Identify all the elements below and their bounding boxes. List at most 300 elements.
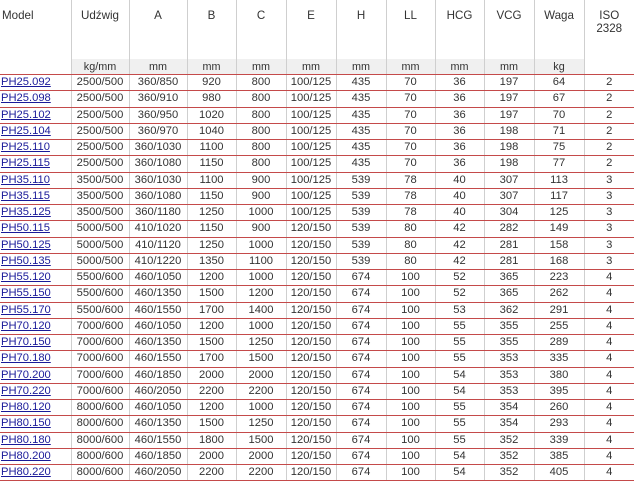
e-cell: 120/150 [286,432,336,448]
b-cell: 1800 [187,432,236,448]
h-cell: 435 [336,91,386,107]
a-cell: 460/1850 [129,448,187,464]
table-row [0,416,634,432]
h-cell: 674 [336,448,386,464]
col-header-ll: LL [386,0,435,59]
c-cell: 900 [236,188,286,204]
vcg-cell: 281 [484,253,534,269]
iso-cell: 4 [584,400,634,416]
c-cell: 1500 [236,432,286,448]
b-cell: 1100 [187,140,236,156]
vcg-cell: 353 [484,351,534,367]
b-cell: 1200 [187,270,236,286]
a-cell: 410/1120 [129,237,187,253]
c-cell: 1000 [236,318,286,334]
hcg-cell: 52 [435,270,484,286]
c-cell: 1250 [236,335,286,351]
table-row [0,156,634,172]
c-cell: 1500 [236,351,286,367]
weight-cell: 339 [534,432,584,448]
table-row [0,465,634,481]
ll-cell: 78 [386,188,435,204]
e-cell: 120/150 [286,286,336,302]
c-cell: 1250 [236,416,286,432]
ll-cell: 100 [386,318,435,334]
iso-cell: 2 [584,140,634,156]
weight-cell: 291 [534,302,584,318]
h-cell: 674 [336,270,386,286]
weight-cell: 158 [534,237,584,253]
ll-cell: 70 [386,140,435,156]
ll-cell: 70 [386,91,435,107]
a-cell: 460/1050 [129,400,187,416]
weight-cell: 75 [534,140,584,156]
hcg-cell: 54 [435,465,484,481]
capacity-cell: 8000/600 [71,400,129,416]
header-row [0,0,634,59]
e-cell: 120/150 [286,302,336,318]
ll-cell: 100 [386,335,435,351]
unit-h: mm [336,59,386,75]
b-cell: 1350 [187,253,236,269]
iso-cell: 3 [584,253,634,269]
model-link[interactable]: PH70.220 [0,383,71,399]
weight-cell: 70 [534,107,584,123]
ll-cell: 78 [386,172,435,188]
a-cell: 360/970 [129,123,187,139]
ll-cell: 70 [386,75,435,91]
e-cell: 100/125 [286,188,336,204]
col-header-iso-line2: 2328 [596,22,623,35]
c-cell: 2000 [236,448,286,464]
model-link[interactable]: PH35.115 [0,188,71,204]
vcg-cell: 354 [484,416,534,432]
b-cell: 920 [187,75,236,91]
c-cell: 2200 [236,383,286,399]
b-cell: 1040 [187,123,236,139]
h-cell: 674 [336,367,386,383]
model-link[interactable]: PH25.098 [0,91,71,107]
vcg-cell: 353 [484,367,534,383]
iso-cell: 2 [584,91,634,107]
h-cell: 539 [336,237,386,253]
ll-cell: 80 [386,221,435,237]
h-cell: 435 [336,140,386,156]
weight-cell: 71 [534,123,584,139]
c-cell: 1000 [236,270,286,286]
vcg-cell: 352 [484,465,534,481]
col-header-model: Model [0,0,71,59]
ll-cell: 100 [386,432,435,448]
weight-cell: 262 [534,286,584,302]
a-cell: 460/1550 [129,302,187,318]
iso-cell: 4 [584,367,634,383]
ll-cell: 70 [386,156,435,172]
e-cell: 120/150 [286,221,336,237]
capacity-cell: 8000/600 [71,416,129,432]
vcg-cell: 355 [484,318,534,334]
e-cell: 120/150 [286,465,336,481]
table-row [0,270,634,286]
col-header-c: C [236,0,286,59]
model-link[interactable]: PH70.150 [0,335,71,351]
c-cell: 1400 [236,302,286,318]
e-cell: 100/125 [286,91,336,107]
e-cell: 100/125 [286,156,336,172]
hcg-cell: 36 [435,75,484,91]
h-cell: 539 [336,188,386,204]
hcg-cell: 54 [435,448,484,464]
h-cell: 674 [336,302,386,318]
weight-cell: 405 [534,465,584,481]
model-link[interactable]: PH55.170 [0,302,71,318]
iso-cell: 2 [584,156,634,172]
col-header-b: B [187,0,236,59]
vcg-cell: 197 [484,107,534,123]
b-cell: 2000 [187,448,236,464]
capacity-cell: 5500/600 [71,286,129,302]
table-row [0,318,634,334]
b-cell: 2000 [187,367,236,383]
weight-cell: 64 [534,75,584,91]
model-link[interactable]: PH25.104 [0,123,71,139]
b-cell: 1700 [187,302,236,318]
b-cell: 1500 [187,416,236,432]
table-row [0,237,634,253]
c-cell: 1000 [236,237,286,253]
iso-cell: 4 [584,351,634,367]
h-cell: 674 [336,400,386,416]
iso-cell: 4 [584,383,634,399]
capacity-cell: 8000/600 [71,432,129,448]
model-link[interactable]: PH55.150 [0,286,71,302]
capacity-cell: 3500/500 [71,188,129,204]
b-cell: 1700 [187,351,236,367]
b-cell: 1500 [187,335,236,351]
table-row [0,91,634,107]
table-row [0,286,634,302]
b-cell: 1150 [187,221,236,237]
a-cell: 360/1180 [129,205,187,221]
hcg-cell: 40 [435,172,484,188]
model-link[interactable]: PH80.180 [0,432,71,448]
model-link[interactable]: PH55.120 [0,270,71,286]
table-row [0,123,634,139]
hcg-cell: 54 [435,367,484,383]
e-cell: 100/125 [286,123,336,139]
iso-cell: 4 [584,335,634,351]
capacity-cell: 5000/500 [71,253,129,269]
ll-cell: 100 [386,270,435,286]
c-cell: 1000 [236,400,286,416]
iso-cell: 3 [584,205,634,221]
table-row [0,400,634,416]
capacity-cell: 7000/600 [71,351,129,367]
c-cell: 800 [236,156,286,172]
ll-cell: 100 [386,400,435,416]
table-row [0,335,634,351]
model-link[interactable]: PH50.125 [0,237,71,253]
b-cell: 1200 [187,318,236,334]
b-cell: 1500 [187,286,236,302]
b-cell: 1200 [187,400,236,416]
e-cell: 120/150 [286,318,336,334]
hcg-cell: 55 [435,432,484,448]
table-row [0,75,634,91]
capacity-cell: 2500/500 [71,123,129,139]
vcg-cell: 355 [484,335,534,351]
unit-e: mm [286,59,336,75]
capacity-cell: 2500/500 [71,91,129,107]
b-cell: 2200 [187,383,236,399]
iso-cell: 4 [584,416,634,432]
weight-cell: 125 [534,205,584,221]
capacity-cell: 8000/600 [71,448,129,464]
e-cell: 100/125 [286,205,336,221]
b-cell: 1020 [187,107,236,123]
model-link[interactable]: PH70.180 [0,351,71,367]
model-link[interactable]: PH25.092 [0,75,71,91]
unit-b: mm [187,59,236,75]
weight-cell: 223 [534,270,584,286]
h-cell: 674 [336,416,386,432]
capacity-cell: 5000/500 [71,237,129,253]
vcg-cell: 353 [484,383,534,399]
capacity-cell: 2500/500 [71,156,129,172]
h-cell: 674 [336,286,386,302]
a-cell: 360/910 [129,91,187,107]
h-cell: 674 [336,465,386,481]
iso-cell: 4 [584,286,634,302]
h-cell: 539 [336,253,386,269]
vcg-cell: 362 [484,302,534,318]
a-cell: 460/1350 [129,416,187,432]
iso-cell: 3 [584,237,634,253]
iso-cell: 2 [584,107,634,123]
e-cell: 100/125 [286,140,336,156]
model-link[interactable]: PH25.110 [0,140,71,156]
weight-cell: 117 [534,188,584,204]
model-link[interactable]: PH50.135 [0,253,71,269]
iso-cell: 4 [584,448,634,464]
a-cell: 460/1350 [129,286,187,302]
c-cell: 800 [236,107,286,123]
b-cell: 2200 [187,465,236,481]
capacity-cell: 3500/500 [71,172,129,188]
vcg-cell: 282 [484,221,534,237]
a-cell: 360/1080 [129,188,187,204]
model-link[interactable]: PH80.150 [0,416,71,432]
weight-cell: 149 [534,221,584,237]
h-cell: 539 [336,205,386,221]
e-cell: 100/125 [286,172,336,188]
col-header-capacity: Udźwig [71,0,129,59]
h-cell: 674 [336,351,386,367]
hcg-cell: 55 [435,335,484,351]
c-cell: 2000 [236,367,286,383]
unit-a: mm [129,59,187,75]
capacity-cell: 7000/600 [71,335,129,351]
weight-cell: 168 [534,253,584,269]
model-link[interactable]: PH25.102 [0,107,71,123]
weight-cell: 385 [534,448,584,464]
weight-cell: 335 [534,351,584,367]
hcg-cell: 42 [435,221,484,237]
table-row [0,448,634,464]
capacity-cell: 8000/600 [71,465,129,481]
c-cell: 800 [236,91,286,107]
a-cell: 360/1030 [129,172,187,188]
hcg-cell: 55 [435,318,484,334]
hcg-cell: 36 [435,123,484,139]
c-cell: 1200 [236,286,286,302]
table-row [0,221,634,237]
vcg-cell: 354 [484,400,534,416]
iso-cell: 4 [584,432,634,448]
model-link[interactable]: PH35.125 [0,205,71,221]
h-cell: 435 [336,107,386,123]
vcg-cell: 352 [484,432,534,448]
unit-vcg: mm [484,59,534,75]
capacity-cell: 7000/600 [71,318,129,334]
model-link[interactable]: PH80.120 [0,400,71,416]
hcg-cell: 55 [435,351,484,367]
col-header-e: E [286,0,336,59]
weight-cell: 289 [534,335,584,351]
e-cell: 100/125 [286,75,336,91]
c-cell: 800 [236,123,286,139]
col-header-a: A [129,0,187,59]
a-cell: 460/2050 [129,383,187,399]
vcg-cell: 304 [484,205,534,221]
b-cell: 1100 [187,172,236,188]
capacity-cell: 2500/500 [71,75,129,91]
ll-cell: 100 [386,286,435,302]
unit-iso [584,59,634,75]
hcg-cell: 42 [435,237,484,253]
table-row [0,302,634,318]
h-cell: 435 [336,156,386,172]
hcg-cell: 42 [435,253,484,269]
capacity-cell: 5500/600 [71,302,129,318]
c-cell: 800 [236,140,286,156]
table-row [0,432,634,448]
c-cell: 800 [236,75,286,91]
vcg-cell: 307 [484,172,534,188]
a-cell: 460/1550 [129,351,187,367]
b-cell: 1250 [187,205,236,221]
capacity-cell: 5500/600 [71,270,129,286]
capacity-cell: 7000/600 [71,367,129,383]
ll-cell: 100 [386,416,435,432]
hcg-cell: 36 [435,140,484,156]
weight-cell: 113 [534,172,584,188]
table-row [0,188,634,204]
a-cell: 460/1050 [129,318,187,334]
model-link[interactable]: PH25.115 [0,156,71,172]
capacity-cell: 2500/500 [71,107,129,123]
vcg-cell: 307 [484,188,534,204]
h-cell: 435 [336,123,386,139]
b-cell: 1150 [187,188,236,204]
iso-cell: 2 [584,123,634,139]
col-header-weight: Waga [534,0,584,59]
vcg-cell: 352 [484,448,534,464]
vcg-cell: 197 [484,91,534,107]
iso-cell: 2 [584,75,634,91]
model-link[interactable]: PH50.115 [0,221,71,237]
e-cell: 120/150 [286,335,336,351]
ll-cell: 100 [386,367,435,383]
model-link[interactable]: PH70.200 [0,367,71,383]
b-cell: 1150 [187,156,236,172]
unit-hcg: mm [435,59,484,75]
model-link[interactable]: PH70.120 [0,318,71,334]
hcg-cell: 40 [435,205,484,221]
h-cell: 539 [336,172,386,188]
a-cell: 410/1220 [129,253,187,269]
ll-cell: 100 [386,465,435,481]
a-cell: 410/1020 [129,221,187,237]
c-cell: 1000 [236,205,286,221]
unit-row [0,59,634,75]
a-cell: 460/1050 [129,270,187,286]
c-cell: 2200 [236,465,286,481]
hcg-cell: 36 [435,91,484,107]
e-cell: 120/150 [286,351,336,367]
col-header-vcg: VCG [484,0,534,59]
col-header-iso [584,0,634,59]
hcg-cell: 54 [435,383,484,399]
capacity-cell: 2500/500 [71,140,129,156]
h-cell: 539 [336,221,386,237]
iso-cell: 4 [584,318,634,334]
e-cell: 120/150 [286,270,336,286]
vcg-cell: 198 [484,123,534,139]
e-cell: 120/150 [286,416,336,432]
ll-cell: 78 [386,205,435,221]
weight-cell: 395 [534,383,584,399]
vcg-cell: 197 [484,75,534,91]
vcg-cell: 365 [484,270,534,286]
col-header-hcg: HCG [435,0,484,59]
ll-cell: 70 [386,107,435,123]
vcg-cell: 281 [484,237,534,253]
table-row [0,383,634,399]
e-cell: 100/125 [286,107,336,123]
model-link[interactable]: PH80.220 [0,465,71,481]
a-cell: 460/2050 [129,465,187,481]
hcg-cell: 53 [435,302,484,318]
unit-capacity: kg/mm [71,59,129,75]
c-cell: 1100 [236,253,286,269]
weight-cell: 260 [534,400,584,416]
e-cell: 120/150 [286,367,336,383]
table-row [0,140,634,156]
col-header-iso-line1: ISO [599,9,620,22]
model-link[interactable]: PH80.200 [0,448,71,464]
hcg-cell: 36 [435,156,484,172]
a-cell: 360/850 [129,75,187,91]
ll-cell: 80 [386,253,435,269]
vcg-cell: 198 [484,156,534,172]
table-row [0,351,634,367]
h-cell: 674 [336,318,386,334]
h-cell: 674 [336,432,386,448]
h-cell: 674 [336,335,386,351]
model-link[interactable]: PH35.110 [0,172,71,188]
e-cell: 120/150 [286,383,336,399]
